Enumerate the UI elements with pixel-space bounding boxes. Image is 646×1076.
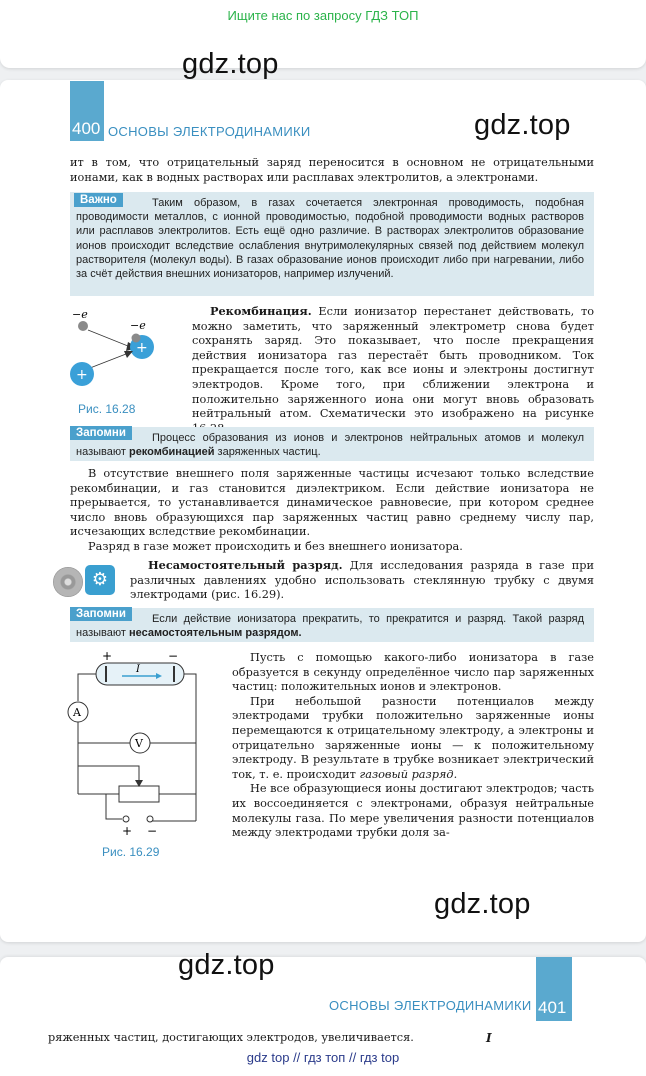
page-number-box (70, 81, 104, 141)
footer-link-2[interactable]: гдз топ (303, 1050, 346, 1065)
paragraph-2: Разряд в газе может происходить и без внешнего ионизатора. (88, 539, 463, 553)
remember-box-2 (70, 608, 594, 642)
terminal-minus-label: − (147, 824, 158, 836)
electron-path (88, 330, 128, 346)
nonself-term: Несамостоятельный разряд. (148, 558, 343, 572)
ammeter-label: A (73, 706, 81, 719)
terminal-plus-label: + (122, 824, 133, 836)
terminal-plus (123, 816, 129, 822)
page-number: 400 (72, 119, 101, 138)
remember-tag-2: Запомни (70, 607, 132, 621)
tube-minus: − (168, 649, 179, 663)
ion-path (90, 354, 126, 368)
paragraph-4-body: При небольшой разности потенциалов между электродами трубки положительно заряженные ионы перемещаются к отрицательному электроду, а электроны и отрицательно заряженные ионы — к положительному электроду. В результате в трубке возникает электрический ток, т. е. происходит (232, 694, 594, 781)
rheostat-slider (78, 766, 139, 782)
running-head-401: ОСНОВЫ ЭЛЕКТРОДИНАМИКИ (329, 998, 532, 1013)
remember-1-text-before: Процесс образования из ионов и электронов нейтральных атомов и молекул называют (76, 432, 584, 459)
nonself-text (130, 558, 594, 603)
footer-link-3[interactable]: гдз top (359, 1050, 400, 1065)
intro-text: ит в том, что отрицательный заряд переносится в основном не отрицательными ионами, как в водных растворах или расплавах электролитов, а электронами. (70, 156, 594, 184)
footer-sep-2: // (348, 1050, 357, 1065)
search-promo-text: Ищите нас по запросу ГДЗ ТОП (227, 8, 419, 23)
footer-links (0, 1050, 646, 1065)
paragraph-4-term: газовый разряд. (359, 767, 458, 781)
watermark-1: gdz.top (182, 48, 279, 80)
discharge-tube (96, 663, 184, 685)
lab-equipment-icon: ⚙ (85, 565, 115, 595)
paragraph-3: Пусть с помощью какого-либо ионизатора в газе образуется в секунду определённое число пар заряженных частиц: положительных ионов и электронов. (232, 651, 594, 694)
remember-1-text-after: заряженных частиц. (217, 446, 321, 459)
recombination-term: Рекомбинация. (210, 304, 312, 318)
electron-label-1: −e (72, 308, 88, 321)
terminal-minus (147, 816, 153, 822)
rheostat (119, 786, 159, 802)
important-text: Таким образом, в газах сочетается электронная проводимость, подобная проводимости металлов, с ионной проводимостью, подобной проводимости водных растворов или расплавов электролитов. Есть ещё одно различие. В растворах электролитов образование ионов происходит вследствие ослабления внутримолекулярных связей под действием молекул растворителя (молекул воды). В газах образование ионов происходит либо при нагревании, либо за счёт действия внешних ионизаторов, например излучений. (76, 197, 584, 281)
tube-plus: + (102, 649, 113, 663)
remember-box-1 (70, 427, 594, 461)
watermark-2: gdz.top (474, 109, 571, 141)
watermark-3: gdz.top (434, 888, 531, 920)
figure-16-29-caption: Рис. 16.29 (102, 845, 160, 859)
main-paragraphs (70, 467, 594, 555)
ion-b-plus: + (76, 367, 88, 383)
recombination-body: Если ионизатор перестанет действовать, то можно заметить, что заряженный электрометр снова будет сохранять заряд. Это показывает, что после прекращения действия ионизатора газ перестаёт быть проводником. Ток прекращается после того, как все ионы и электроны достигнут электродов. Кроме того, при сближении электрона и положительно заряженного иона они могут вновь образовать нейтральный атом. Схематически это изображено на рисунке (192, 305, 594, 421)
electron-label-2: −e (130, 319, 146, 332)
wire-left (78, 674, 96, 701)
paragraph-5: Не все образующиеся ионы достигают электродов; часть их воссоединяется с электронами, образуя нейтральные молекулы газа. По мере увеличения разности потенциалов между электродами трубки доля за- (232, 782, 594, 840)
disc-icon (53, 567, 83, 597)
figure-16-28 (66, 306, 176, 406)
watermark-4: gdz.top (178, 949, 275, 981)
nonself-body: Для исследования разряда в газе при различных давлениях удобно использовать стеклянную трубку с двумя электродами (рис. 16.29). (130, 559, 594, 602)
right-column-text (232, 651, 594, 841)
current-label: I (136, 664, 140, 675)
important-box (70, 192, 594, 296)
remember-2-text-before: Если действие ионизатора прекратить, то прекратится и разряд. Такой разряд называют (76, 613, 584, 640)
voltmeter-label: V (135, 737, 143, 750)
page-number-box-401 (536, 957, 572, 1021)
page-401-text: ряженных частиц, достигающих электродов, увеличивается. (48, 1031, 414, 1044)
remember-1-term: рекомбинацией (128, 446, 215, 459)
electron-1 (78, 321, 88, 331)
page-number-401: 401 (538, 998, 567, 1017)
remember-tag-1: Запомни (70, 426, 132, 440)
wire-right (184, 674, 196, 821)
running-head: ОСНОВЫ ЭЛЕКТРОДИНАМИКИ (108, 124, 311, 139)
recombination-text (192, 304, 594, 436)
figure-16-29 (64, 648, 214, 836)
paragraph-1: В отсутствие внешнего поля заряженные частицы исчезают только вследствие рекомбинации, и газ становится диэлектриком. Если действие ионизатора не прерывается, то устанавливается динамическое равновесие, при котором среднее число вновь образующихся пар заряженных частиц равно среднему числу пар, исчезающих вследствие рекомбинации. (70, 467, 594, 539)
important-tag: Важно (74, 193, 123, 207)
top-banner (0, 0, 646, 68)
figure-16-28-caption: Рис. 16.28 (78, 402, 136, 416)
footer-link-1[interactable]: gdz top (246, 1050, 290, 1065)
paragraph-4 (232, 695, 594, 783)
page-401-trail: I (486, 1031, 492, 1045)
ion-a-plus: + (136, 340, 148, 356)
remember-2-term: несамостоятельным разрядом. (128, 627, 302, 640)
footer-sep-1: // (293, 1050, 301, 1065)
